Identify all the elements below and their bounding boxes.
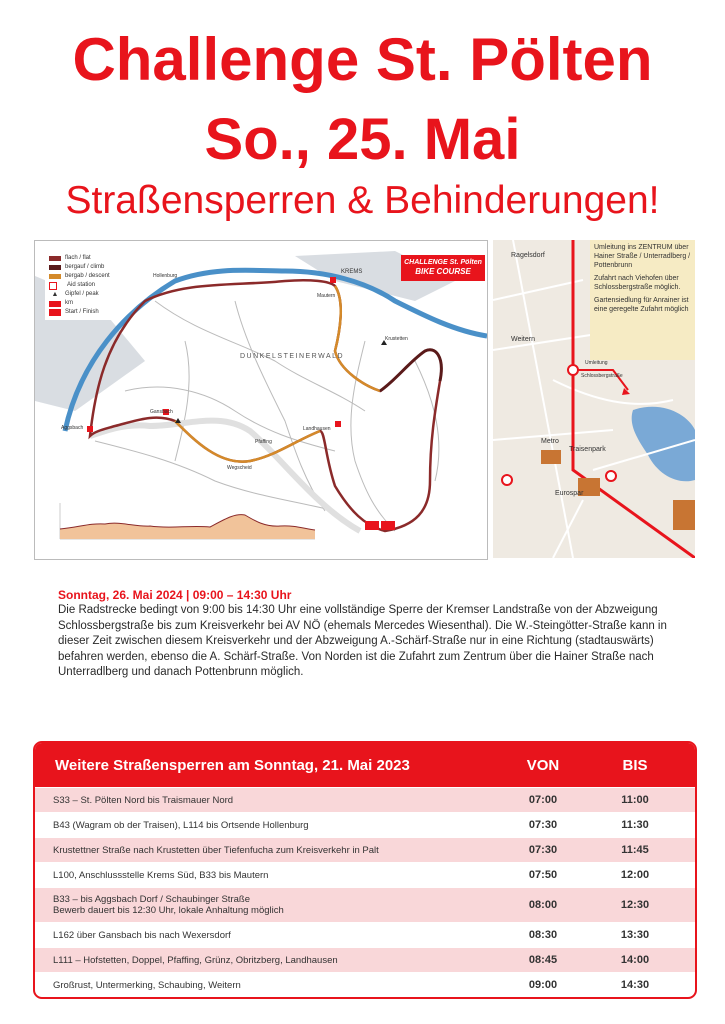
legend-item — [49, 254, 110, 263]
from-time: 07:30 — [528, 819, 558, 831]
road-name: B33 – bis Aggsbach Dorf / Schaubinger Straße — [53, 894, 250, 905]
legend-label: Aid station — [67, 282, 96, 288]
road-cell — [35, 955, 473, 966]
legend-label: Start / Finish — [65, 309, 99, 315]
start-finish-icon — [381, 521, 395, 530]
legend-label: flach / flat — [65, 255, 91, 261]
closures-table — [33, 741, 697, 999]
roundabout-icon — [568, 365, 578, 375]
km-marker-icon — [49, 301, 61, 307]
bike-course-route — [90, 280, 441, 531]
place-label: Umleitung — [585, 360, 608, 366]
flat-swatch — [49, 256, 61, 261]
place-label: Schlossbergstraße — [581, 373, 623, 379]
road-cell — [35, 820, 473, 831]
to-time: 13:30 — [620, 929, 650, 941]
arrow-head-icon — [622, 388, 630, 395]
info-text: Die Radstrecke bedingt von 9:00 bis 14:30 Uhr eine vollständige Sperre der Kremser Landstraße von der Abzweigung Schlossbergstraße bis zum Kreisverkehr bei AV NÖ (ehemals Mercedes Wiesenthal). Die W.-Steingötter-Straße kann in dieser Zeit zwischen diesem Kreisverkehr und der Abzweigung A.-Schärf-Straße nur in eine Richtung (stadtauswärts) befahren werden, ebenso die A. Schärf-Straße. Von Norden ist die Zufahrt zum Zentrum über die Hainer Straße nach Unterradlberg und danach Pottenbrunn möglich. — [58, 604, 667, 678]
table-row — [35, 922, 695, 947]
legend-label: km — [65, 300, 73, 306]
detour-callout — [590, 240, 695, 360]
to-time: 11:00 — [621, 794, 649, 806]
event-date: So., 25. Mai — [204, 107, 521, 172]
start-finish-icon — [365, 521, 379, 530]
from-time: 07:00 — [528, 794, 558, 806]
callout-text: Zufahrt nach Viehofen über Schlossbergstraße möglich. — [594, 275, 681, 291]
page-title: Challenge St. Pölten — [72, 26, 653, 93]
table-row — [35, 947, 695, 972]
table-row — [35, 862, 695, 887]
map-legend — [45, 251, 116, 320]
road-cell — [35, 930, 473, 941]
legend-label: bergauf / climb — [65, 264, 105, 270]
page-subtitle: Straßensperren & Behinderungen! — [65, 179, 660, 222]
course-badge — [401, 255, 485, 281]
road-name: L111 – Hofstetten, Doppel, Pfaffing, Grünz, Obritzberg, Landhausen — [53, 954, 338, 966]
road-cell — [35, 870, 473, 881]
place-label: Wegscheid — [227, 465, 252, 471]
to-time: 11:45 — [621, 844, 649, 856]
badge-line-1: CHALLENGE St. Pölten — [404, 259, 482, 266]
legend-label: Gipfel / peak — [65, 291, 99, 297]
detail-map — [493, 240, 695, 558]
table-header — [35, 743, 695, 787]
road-name: L162 über Gansbach bis nach Wexersdorf — [53, 929, 231, 941]
callout-text: Umleitung ins ZENTRUM über Hainer Straße / Unterradlberg / Pottenbrunn — [594, 244, 691, 269]
place-label: Hollenburg — [153, 273, 178, 279]
to-time: 12:30 — [620, 899, 650, 911]
roundabout-icon — [502, 475, 512, 485]
place-label: Gansbach — [150, 409, 173, 415]
from-time: 08:30 — [528, 929, 558, 941]
col-from-header: VON — [526, 756, 560, 774]
to-time: 14:30 — [620, 979, 650, 991]
table-row — [35, 812, 695, 837]
road-cell — [35, 980, 473, 991]
place-label: Krustetten — [385, 336, 408, 342]
place-label: Pfaffing — [255, 439, 272, 445]
table-row — [35, 887, 695, 922]
road-note: Bewerb dauert bis 12:30 Uhr, lokale Anhaltung möglich — [53, 905, 284, 916]
elevation-profile — [50, 499, 320, 543]
place-label: Weitern — [511, 336, 535, 343]
place-label: KREMS — [341, 269, 363, 275]
road-cell — [35, 845, 473, 856]
bike-course-map — [34, 240, 488, 560]
roundabout-icon — [606, 471, 616, 481]
road-cell — [35, 894, 473, 916]
place-label: Traisenpark — [569, 446, 606, 453]
table-row — [35, 972, 695, 997]
start-finish-icon — [49, 309, 61, 316]
badge-line-2: BIKE COURSE — [415, 267, 471, 276]
to-time: 11:30 — [621, 819, 649, 831]
building — [541, 450, 561, 464]
callout-text: Gartensiedlung für Anrainer ist eine geregelte Zufahrt möglich — [594, 297, 689, 313]
col-to-header: BIS — [622, 756, 648, 774]
place-label: Aggsbach — [61, 425, 84, 431]
legend-item — [49, 281, 110, 290]
road-name: Krustettner Straße nach Krustetten über Tiefenfucha zum Kreisverkehr in Palt — [53, 844, 379, 856]
legend-item — [49, 290, 110, 299]
from-time: 09:00 — [528, 979, 558, 991]
to-time: 14:00 — [620, 954, 650, 966]
road-name: Großrust, Untermerking, Schaubing, Weitern — [53, 979, 241, 991]
road-name: L100, Anschlussstelle Krems Süd, B33 bis Mautern — [53, 869, 269, 881]
descent-swatch — [49, 274, 61, 279]
table-row — [35, 837, 695, 862]
climb-segment — [380, 350, 441, 391]
from-time: 07:50 — [528, 869, 558, 881]
table-title: Weitere Straßensperren am Sonntag, 21. Mai 2023 — [55, 756, 410, 774]
peak-icon: ▲ — [51, 291, 59, 298]
place-label: Eurospar — [555, 490, 584, 497]
building — [673, 500, 695, 530]
climb-swatch — [49, 265, 61, 270]
lake — [632, 407, 695, 482]
aid-station-icon — [49, 282, 57, 290]
info-heading: Sonntag, 26. Mai 2024 | 09:00 – 14:30 Uhr — [58, 588, 292, 602]
to-time: 12:00 — [620, 869, 650, 881]
legend-item — [49, 263, 110, 272]
legend-item — [49, 272, 110, 281]
closure-info — [58, 587, 698, 681]
legend-label: bergab / descent — [65, 273, 110, 279]
table-row — [35, 787, 695, 812]
table-body — [35, 787, 695, 997]
road-name: S33 – St. Pölten Nord bis Traismauer Nord — [53, 794, 234, 806]
from-time: 08:00 — [528, 899, 558, 911]
legend-item — [49, 299, 110, 308]
place-label: Mautern — [317, 293, 336, 299]
region-label: DUNKELSTEINERWALD — [240, 353, 345, 360]
road-name: B43 (Wagram ob der Traisen), L114 bis Ortsende Hollenburg — [53, 819, 309, 831]
from-time: 08:45 — [528, 954, 558, 966]
from-time: 07:30 — [528, 844, 558, 856]
place-label: Landhausen — [303, 426, 331, 432]
place-label: Ragelsdorf — [511, 252, 545, 259]
legend-item — [49, 308, 110, 317]
road-cell — [35, 795, 473, 806]
place-label: Metro — [541, 438, 559, 445]
